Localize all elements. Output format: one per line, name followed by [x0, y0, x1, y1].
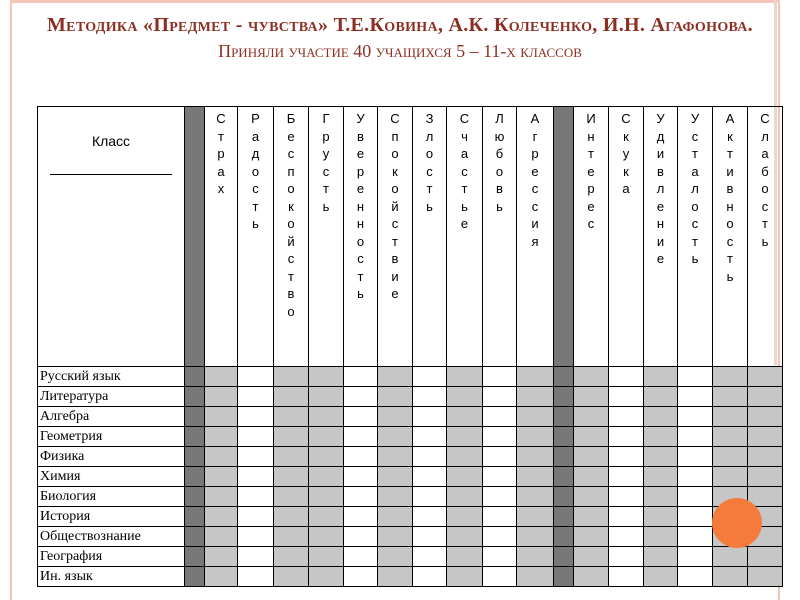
rating-cell — [574, 427, 609, 447]
rating-cell — [274, 507, 309, 527]
rating-cell — [609, 407, 644, 427]
rating-cell — [413, 527, 447, 547]
rating-cell — [378, 367, 413, 387]
separator-cell — [554, 407, 574, 427]
rating-cell — [309, 427, 344, 447]
table-row — [38, 447, 783, 467]
separator-cell — [185, 567, 205, 587]
rating-cell — [413, 547, 447, 567]
rating-cell — [205, 367, 238, 387]
rating-cell — [483, 387, 517, 407]
rating-cell — [309, 407, 344, 427]
header-16 — [748, 107, 783, 367]
rating-cell — [309, 507, 344, 527]
rating-cell — [483, 507, 517, 527]
rating-cell — [713, 447, 748, 467]
separator-cell — [185, 367, 205, 387]
rating-cell — [678, 527, 713, 547]
subject-cell: Физика — [38, 447, 185, 467]
separator-cell — [554, 427, 574, 447]
rating-cell — [344, 467, 378, 487]
subject-cell: История — [38, 507, 185, 527]
class-header-label: Класс — [91, 133, 131, 149]
rating-cell — [344, 527, 378, 547]
rating-cell — [378, 447, 413, 467]
rating-cell — [748, 387, 783, 407]
table-row — [38, 527, 783, 547]
header-9 — [483, 107, 517, 367]
rating-cell — [238, 467, 274, 487]
rating-cell — [205, 567, 238, 587]
rating-cell — [644, 367, 678, 387]
rating-cell — [413, 407, 447, 427]
rating-cell — [447, 467, 483, 487]
separator-cell — [185, 467, 205, 487]
feeling-label: У в е р е н н о с т ь — [356, 111, 365, 301]
rating-cell — [517, 507, 554, 527]
rating-cell — [678, 367, 713, 387]
rating-cell — [344, 427, 378, 447]
rating-cell — [678, 387, 713, 407]
rating-cell — [309, 487, 344, 507]
rating-cell — [344, 507, 378, 527]
rating-cell — [274, 367, 309, 387]
rating-cell — [447, 427, 483, 447]
rating-cell — [238, 507, 274, 527]
subject-cell: Химия — [38, 467, 185, 487]
rating-cell — [344, 387, 378, 407]
subject-cell: Ин. язык — [38, 567, 185, 587]
feeling-label: С к у к а — [621, 111, 631, 196]
rating-cell — [274, 567, 309, 587]
rating-cell — [274, 407, 309, 427]
rating-cell — [274, 547, 309, 567]
rating-cell — [238, 567, 274, 587]
rating-cell — [413, 447, 447, 467]
rating-cell — [344, 407, 378, 427]
separator-cell — [554, 507, 574, 527]
rating-cell — [205, 467, 238, 487]
separator-cell — [554, 447, 574, 467]
rating-cell — [574, 547, 609, 567]
header-7 — [413, 107, 447, 367]
rating-cell — [447, 547, 483, 567]
rating-cell — [678, 567, 713, 587]
separator-cell — [554, 527, 574, 547]
rating-cell — [713, 467, 748, 487]
rating-cell — [517, 547, 554, 567]
feeling-label: Л ю б о в ь — [494, 111, 505, 214]
separator-cell — [185, 447, 205, 467]
rating-cell — [205, 407, 238, 427]
rating-cell — [378, 407, 413, 427]
rating-cell — [447, 407, 483, 427]
separator-cell — [554, 387, 574, 407]
rating-cell — [483, 467, 517, 487]
rating-cell — [205, 507, 238, 527]
rating-cell — [447, 367, 483, 387]
decorative-circle — [712, 498, 762, 548]
feeling-label: С п о к о й с т в и е — [390, 111, 400, 301]
header-4 — [309, 107, 344, 367]
rating-cell — [517, 367, 554, 387]
rating-cell — [344, 547, 378, 567]
rating-cell — [644, 487, 678, 507]
rating-cell — [748, 467, 783, 487]
header-15 — [713, 107, 748, 367]
separator-cell — [554, 487, 574, 507]
rating-cell — [609, 447, 644, 467]
table-row — [38, 487, 783, 507]
rating-cell — [378, 567, 413, 587]
rating-cell — [274, 447, 309, 467]
rating-cell — [678, 547, 713, 567]
table-row — [38, 427, 783, 447]
rating-cell — [609, 427, 644, 447]
rating-cell — [483, 547, 517, 567]
rating-cell — [378, 527, 413, 547]
subject-cell: Алгебра — [38, 407, 185, 427]
rating-cell — [644, 567, 678, 587]
rating-cell — [483, 407, 517, 427]
rating-cell — [274, 487, 309, 507]
rating-cell — [378, 487, 413, 507]
header-11 — [574, 107, 609, 367]
title-line-1: Методика «Предмет - чувства» Т.Е.Ковина, А.К. Колеченко, И.Н. Агафонова. — [47, 14, 753, 36]
rating-cell — [238, 447, 274, 467]
separator-cell — [554, 567, 574, 587]
rating-cell — [378, 507, 413, 527]
table-row — [38, 547, 783, 567]
rating-cell — [483, 367, 517, 387]
rating-cell — [274, 387, 309, 407]
feeling-label: У с т а л о с т ь — [690, 111, 700, 266]
rating-cell — [447, 447, 483, 467]
rating-cell — [678, 447, 713, 467]
separator-cell — [185, 487, 205, 507]
rating-cell — [574, 567, 609, 587]
class-header-underline — [50, 155, 172, 175]
separator-cell — [185, 507, 205, 527]
rating-cell — [483, 447, 517, 467]
rating-cell — [483, 567, 517, 587]
rating-cell — [574, 527, 609, 547]
rating-cell — [447, 527, 483, 547]
separator-cell — [185, 407, 205, 427]
rating-cell — [517, 447, 554, 467]
rating-cell — [413, 487, 447, 507]
rating-cell — [517, 567, 554, 587]
rating-cell — [678, 507, 713, 527]
feeling-label: С т р а х — [216, 111, 226, 196]
header-6 — [378, 107, 413, 367]
rating-cell — [483, 527, 517, 547]
rating-cell — [644, 387, 678, 407]
rating-cell — [748, 567, 783, 587]
rating-cell — [238, 487, 274, 507]
feeling-label: С л а б о с т ь — [760, 111, 770, 249]
table-row — [38, 567, 783, 587]
rating-cell — [378, 467, 413, 487]
table-row — [38, 507, 783, 527]
rating-cell — [517, 527, 554, 547]
rating-cell — [238, 367, 274, 387]
separator-cell — [185, 547, 205, 567]
rating-cell — [609, 367, 644, 387]
subject-cell: Обществознание — [38, 527, 185, 547]
rating-cell — [609, 487, 644, 507]
rating-cell — [609, 527, 644, 547]
rating-cell — [274, 527, 309, 547]
rating-cell — [609, 467, 644, 487]
rating-cell — [713, 367, 748, 387]
rating-cell — [678, 467, 713, 487]
rating-cell — [644, 407, 678, 427]
rating-cell — [574, 507, 609, 527]
rating-cell — [609, 507, 644, 527]
header-8 — [447, 107, 483, 367]
rating-cell — [713, 567, 748, 587]
rating-cell — [574, 407, 609, 427]
rating-cell — [413, 387, 447, 407]
feeling-label: З л о с т ь — [425, 111, 434, 214]
rating-cell — [644, 447, 678, 467]
subject-cell: Литература — [38, 387, 185, 407]
rating-cell — [748, 427, 783, 447]
header-12 — [609, 107, 644, 367]
rating-cell — [378, 547, 413, 567]
rating-cell — [574, 367, 609, 387]
separator-column-header — [554, 107, 574, 367]
table-row — [38, 407, 783, 427]
rating-cell — [609, 387, 644, 407]
rating-cell — [517, 427, 554, 447]
rating-cell — [644, 547, 678, 567]
rating-cell — [748, 547, 783, 567]
subject-cell: Биология — [38, 487, 185, 507]
rating-cell — [447, 387, 483, 407]
rating-cell — [205, 547, 238, 567]
header-1 — [205, 107, 238, 367]
separator-cell — [554, 547, 574, 567]
feeling-label: С ч а с т ь е — [459, 111, 470, 231]
table-row — [38, 387, 783, 407]
rating-cell — [309, 567, 344, 587]
rating-cell — [238, 407, 274, 427]
header-3 — [274, 107, 309, 367]
header-5 — [344, 107, 378, 367]
rating-cell — [413, 367, 447, 387]
feeling-label: А к т и в н о с т ь — [725, 111, 735, 284]
header-10 — [517, 107, 554, 367]
rating-cell — [483, 487, 517, 507]
rating-cell — [748, 407, 783, 427]
feeling-label: Р а д о с т ь — [251, 111, 260, 231]
header-2 — [238, 107, 274, 367]
separator-cell — [554, 367, 574, 387]
survey-table — [37, 106, 783, 587]
separator-cell — [185, 427, 205, 447]
subject-cell: География — [38, 547, 185, 567]
rating-cell — [378, 427, 413, 447]
rating-cell — [205, 427, 238, 447]
rating-cell — [644, 427, 678, 447]
rating-cell — [309, 527, 344, 547]
rating-cell — [713, 547, 748, 567]
rating-cell — [748, 367, 783, 387]
rating-cell — [644, 527, 678, 547]
rating-cell — [205, 447, 238, 467]
rating-cell — [274, 427, 309, 447]
rating-cell — [309, 367, 344, 387]
rating-cell — [748, 447, 783, 467]
rating-cell — [447, 567, 483, 587]
rating-cell — [274, 467, 309, 487]
header-13 — [644, 107, 678, 367]
rating-cell — [205, 527, 238, 547]
table-row — [38, 367, 783, 387]
rating-cell — [344, 367, 378, 387]
header-14 — [678, 107, 713, 367]
rating-cell — [713, 387, 748, 407]
rating-cell — [517, 467, 554, 487]
rating-cell — [483, 427, 517, 447]
separator-cell — [185, 527, 205, 547]
rating-cell — [713, 407, 748, 427]
rating-cell — [378, 387, 413, 407]
rating-cell — [205, 487, 238, 507]
rating-cell — [678, 487, 713, 507]
rating-cell — [517, 487, 554, 507]
class-header-cell — [38, 107, 185, 367]
rating-cell — [413, 507, 447, 527]
separator-column-header — [185, 107, 205, 367]
rating-cell — [447, 507, 483, 527]
rating-cell — [574, 447, 609, 467]
rating-cell — [238, 527, 274, 547]
rating-cell — [413, 567, 447, 587]
feeling-label: У д и в л е н и е — [656, 111, 665, 266]
rating-cell — [609, 567, 644, 587]
rating-cell — [238, 387, 274, 407]
separator-cell — [185, 387, 205, 407]
slide-title — [40, 12, 760, 63]
rating-cell — [344, 567, 378, 587]
feeling-label: Б е с п о к о й с т в о — [286, 111, 296, 319]
feeling-label: И н т е р е с — [586, 111, 596, 231]
rating-cell — [309, 387, 344, 407]
rating-cell — [678, 407, 713, 427]
rating-cell — [517, 387, 554, 407]
rating-cell — [574, 467, 609, 487]
rating-cell — [309, 467, 344, 487]
rating-cell — [447, 487, 483, 507]
rating-cell — [238, 547, 274, 567]
rating-cell — [344, 487, 378, 507]
rating-cell — [609, 547, 644, 567]
subject-cell: Геометрия — [38, 427, 185, 447]
rating-cell — [644, 467, 678, 487]
table-row — [38, 467, 783, 487]
header-row — [38, 107, 783, 367]
rating-cell — [413, 427, 447, 447]
rating-cell — [574, 487, 609, 507]
feeling-label: Г р у с т ь — [322, 111, 330, 214]
rating-cell — [678, 427, 713, 447]
rating-cell — [344, 447, 378, 467]
rating-cell — [205, 387, 238, 407]
rating-cell — [309, 447, 344, 467]
rating-cell — [713, 427, 748, 447]
separator-cell — [554, 467, 574, 487]
rating-cell — [574, 387, 609, 407]
subject-cell: Русский язык — [38, 367, 185, 387]
rating-cell — [517, 407, 554, 427]
title-line-2: Приняли участие 40 учащихся 5 – 11-х классов — [218, 41, 582, 61]
feeling-label: А г р е с с и я — [530, 111, 540, 249]
rating-cell — [413, 467, 447, 487]
rating-cell — [238, 427, 274, 447]
rating-cell — [644, 507, 678, 527]
rating-cell — [309, 547, 344, 567]
